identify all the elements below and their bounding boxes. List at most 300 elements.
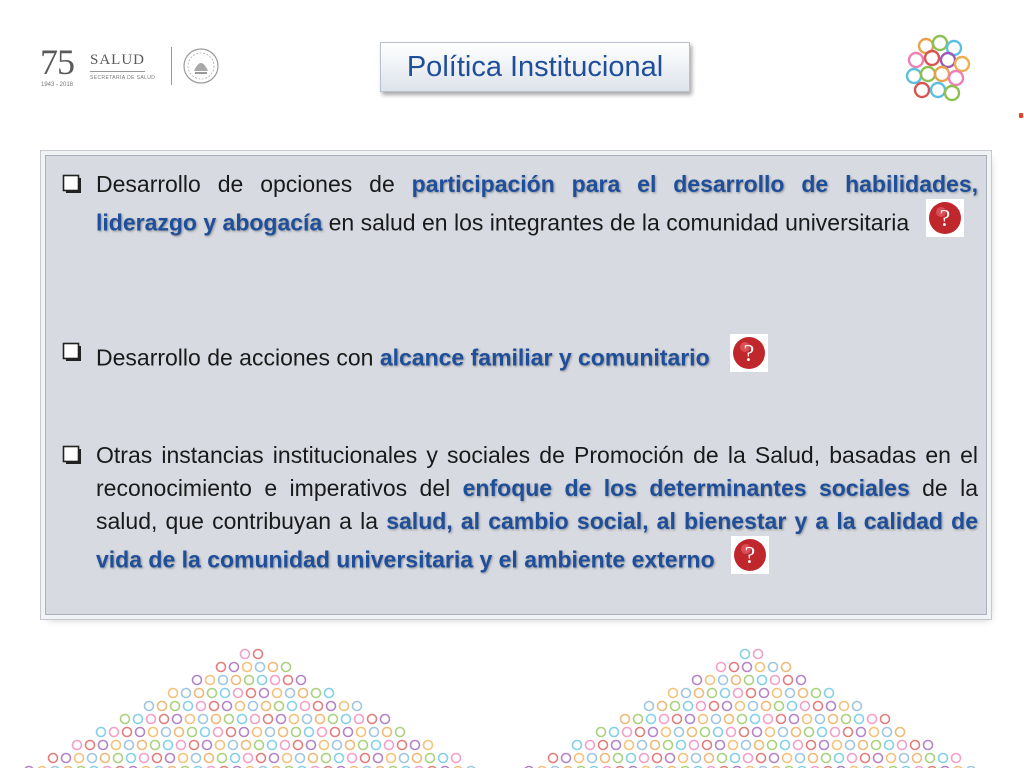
- decor-ring: [234, 689, 243, 698]
- decor-ring: [827, 702, 836, 711]
- decor-ring: [251, 715, 260, 724]
- decor-ring: [260, 689, 269, 698]
- decor-ring: [255, 741, 264, 750]
- decor-ring: [822, 754, 831, 763]
- decor-ring: [773, 689, 782, 698]
- decor-ring: [770, 754, 779, 763]
- decor-ring: [301, 702, 310, 711]
- decor-ring: [634, 715, 643, 724]
- decor-ring: [320, 741, 329, 750]
- decor-ring: [840, 702, 849, 711]
- decor-ring: [294, 741, 303, 750]
- decor-ring: [693, 676, 702, 685]
- decor-ring: [792, 728, 801, 737]
- decor-ring: [710, 702, 719, 711]
- decor-ring: [318, 728, 327, 737]
- decor-ring: [242, 741, 251, 750]
- decor-ring: [647, 715, 656, 724]
- decor-ring: [872, 741, 881, 750]
- question-icon[interactable]: [731, 536, 769, 583]
- decor-ring: [158, 702, 167, 711]
- decor-ring: [346, 741, 355, 750]
- decor-ring: [160, 715, 169, 724]
- decor-ring: [372, 741, 381, 750]
- decor-ring: [374, 754, 383, 763]
- item-text-part: de la salud, que contribuyan a la: [96, 475, 979, 534]
- decor-ring: [424, 741, 433, 750]
- decor-ring: [411, 741, 420, 750]
- content-box: [45, 155, 987, 615]
- decor-ring: [758, 676, 767, 685]
- decor-ring: [206, 676, 215, 685]
- decor-ring: [729, 741, 738, 750]
- decor-ring: [231, 754, 240, 763]
- decor-ring: [123, 728, 132, 737]
- decor-ring: [162, 728, 171, 737]
- decor-ring: [716, 741, 725, 750]
- decor-ring: [649, 728, 658, 737]
- decor-ring: [926, 754, 935, 763]
- decor-ring: [829, 715, 838, 724]
- decor-ring: [664, 741, 673, 750]
- decor-ring: [779, 728, 788, 737]
- decor-ring: [781, 741, 790, 750]
- decor-ring: [820, 741, 829, 750]
- item-highlight: alcance familiar y comunitario: [379, 344, 710, 371]
- decor-ring: [740, 728, 749, 737]
- decor-ring: [359, 741, 368, 750]
- decor-ring: [227, 728, 236, 737]
- logo-75: [40, 44, 74, 88]
- rings-logo-icon: [902, 34, 974, 106]
- decor-ring: [732, 676, 741, 685]
- decor-ring: [818, 728, 827, 737]
- decor-ring: [264, 715, 273, 724]
- list-item: [62, 336, 978, 383]
- decor-ring: [744, 754, 753, 763]
- decor-ring: [166, 754, 175, 763]
- decor-ring: [699, 715, 708, 724]
- svg-text:?: ?: [939, 206, 950, 232]
- decor-ring: [688, 728, 697, 737]
- item-text: [96, 336, 978, 383]
- decor-ring: [269, 663, 278, 672]
- decor-ring: [712, 715, 721, 724]
- decor-ring: [695, 689, 704, 698]
- decor-ring: [247, 689, 256, 698]
- decor-ring: [49, 754, 58, 763]
- decor-ring: [426, 754, 435, 763]
- decor-ring: [777, 715, 786, 724]
- decor-ring: [887, 754, 896, 763]
- decor-ring: [874, 754, 883, 763]
- decor-ring: [745, 676, 754, 685]
- decor-ring: [835, 754, 844, 763]
- decor-ring: [322, 754, 331, 763]
- decor-ring: [290, 715, 299, 724]
- decor-ring: [753, 728, 762, 737]
- decor-ring: [210, 702, 219, 711]
- decor-ring: [738, 715, 747, 724]
- decor-ring: [766, 728, 775, 737]
- decor-ring: [214, 728, 223, 737]
- decor-ring: [686, 715, 695, 724]
- decor-ring: [138, 741, 147, 750]
- decor-ring: [199, 715, 208, 724]
- logo-75-years: 1943 - 2018: [40, 82, 74, 88]
- decor-ring: [452, 754, 461, 763]
- item-text: [96, 168, 978, 248]
- decor-ring: [271, 676, 280, 685]
- decor-ring: [88, 754, 97, 763]
- question-icon[interactable]: [730, 334, 768, 381]
- decor-ring: [690, 741, 699, 750]
- decor-ring: [312, 689, 321, 698]
- decor-ring: [262, 702, 271, 711]
- decor-ring: [703, 741, 712, 750]
- decor-ring: [195, 689, 204, 698]
- decor-ring: [913, 754, 922, 763]
- decor-ring: [303, 715, 312, 724]
- decor-ring: [151, 741, 160, 750]
- decor-ring: [413, 754, 422, 763]
- decor-ring: [193, 676, 202, 685]
- decor-ring: [225, 715, 234, 724]
- decor-ring: [861, 754, 870, 763]
- decor-ring: [121, 715, 130, 724]
- list-item: [62, 168, 978, 248]
- decor-ring: [357, 728, 366, 737]
- decor-ring: [625, 741, 634, 750]
- decor-ring: [597, 728, 606, 737]
- decor-ring: [924, 741, 933, 750]
- decor-ring: [268, 741, 277, 750]
- decor-ring: [175, 728, 184, 737]
- checkbox-bullet-icon: [62, 168, 96, 248]
- decor-ring: [573, 741, 582, 750]
- decor-ring: [814, 702, 823, 711]
- decor-ring: [273, 689, 282, 698]
- item-text-part: en salud en los integrantes de la comunidad universitaria: [322, 209, 910, 236]
- decor-ring: [697, 702, 706, 711]
- decor-ring: [258, 676, 267, 685]
- decor-ring: [807, 741, 816, 750]
- decor-ring: [232, 676, 241, 685]
- decor-ring: [179, 754, 188, 763]
- decor-ring: [801, 702, 810, 711]
- decor-ring: [327, 702, 336, 711]
- decor-ring: [253, 728, 262, 737]
- decor-ring: [288, 702, 297, 711]
- decor-ring: [756, 663, 765, 672]
- logo-75-number: 75: [40, 42, 74, 82]
- decor-ring: [256, 663, 265, 672]
- decor-ring: [125, 741, 134, 750]
- decor-ring: [939, 754, 948, 763]
- decor-ring: [706, 676, 715, 685]
- decor-ring: [114, 754, 123, 763]
- logo-salud-subtitle: SECRETARÍA DE SALUD: [90, 74, 156, 81]
- decor-ring: [254, 650, 263, 659]
- decor-ring: [307, 741, 316, 750]
- decor-ring: [245, 676, 254, 685]
- decor-ring: [99, 741, 108, 750]
- decor-ring: [184, 702, 193, 711]
- decor-ring: [727, 728, 736, 737]
- decor-ring: [692, 754, 701, 763]
- decor-ring: [279, 728, 288, 737]
- decor-ring: [190, 741, 199, 750]
- decor-ring: [314, 702, 323, 711]
- logo-divider: [171, 47, 172, 85]
- decor-ring: [127, 754, 136, 763]
- decor-ring: [153, 754, 162, 763]
- decor-ring: [651, 741, 660, 750]
- item-highlight: participación para el desarrollo de habilidades, liderazgo y abogacía: [96, 171, 979, 236]
- decor-ring: [784, 676, 793, 685]
- decor-ring: [173, 715, 182, 724]
- decor-ring: [396, 728, 405, 737]
- slide-title-box: [380, 42, 690, 92]
- decor-ring: [900, 754, 909, 763]
- decor-ring: [136, 728, 145, 737]
- decor-ring: [208, 689, 217, 698]
- decor-ring: [809, 754, 818, 763]
- decor-ring: [786, 689, 795, 698]
- decor-ring: [223, 702, 232, 711]
- decor-ring: [714, 728, 723, 737]
- decor-ring: [299, 689, 308, 698]
- decor-ring: [383, 728, 392, 737]
- decor-ring: [762, 702, 771, 711]
- item-text: [96, 439, 978, 585]
- decor-ring: [177, 741, 186, 750]
- decor-ring: [825, 689, 834, 698]
- decor-ring: [671, 702, 680, 711]
- decor-ring: [636, 728, 645, 737]
- decor-ring: [316, 715, 325, 724]
- decor-ring: [101, 754, 110, 763]
- edge-mark: [1019, 113, 1023, 118]
- decor-ring: [760, 689, 769, 698]
- decor-ring: [844, 728, 853, 737]
- decor-ring: [736, 702, 745, 711]
- decor-ring: [754, 650, 763, 659]
- decor-ring: [86, 741, 95, 750]
- decor-ring: [640, 754, 649, 763]
- decor-ring: [188, 728, 197, 737]
- decor-ring: [717, 663, 726, 672]
- decor-ring: [911, 741, 920, 750]
- decor-ring: [788, 702, 797, 711]
- decor-ring: [75, 754, 84, 763]
- decor-ring: [182, 689, 191, 698]
- decor-ring: [599, 741, 608, 750]
- decor-ring: [771, 676, 780, 685]
- decor-ring: [782, 663, 791, 672]
- decor-ring: [216, 741, 225, 750]
- decor-ring: [679, 754, 688, 763]
- decor-ring: [381, 715, 390, 724]
- decor-ring: [952, 754, 961, 763]
- decor-ring: [243, 663, 252, 672]
- decor-ring: [203, 741, 212, 750]
- decor-ring: [747, 689, 756, 698]
- decor-ring: [764, 715, 773, 724]
- decor-ring: [171, 702, 180, 711]
- decor-ring: [201, 728, 210, 737]
- decor-ring: [719, 676, 728, 685]
- decor-ring: [370, 728, 379, 737]
- logo-salud-word: SALUD: [90, 52, 145, 72]
- decor-ring: [857, 728, 866, 737]
- decor-ring: [344, 728, 353, 737]
- decor-ring: [270, 754, 279, 763]
- decor-ring: [816, 715, 825, 724]
- decor-ring: [725, 715, 734, 724]
- decor-ring: [708, 689, 717, 698]
- decor-ring: [662, 728, 671, 737]
- mexico-seal-icon: [182, 47, 220, 85]
- decor-ring: [885, 741, 894, 750]
- decor-ring: [755, 741, 764, 750]
- item-text-part: Otras instancias institucionales y sociales de Promoción de la Salud, basadas en el reconocimiento e imperativos del: [96, 442, 978, 501]
- decor-ring: [110, 728, 119, 737]
- item-highlight: salud, al cambio social, al bienestar y a la calidad de vida de la comunidad universitaria y el ambiente externo: [96, 508, 978, 573]
- decor-ring: [229, 741, 238, 750]
- decor-ring: [803, 715, 812, 724]
- decor-ring: [660, 715, 669, 724]
- decor-ring: [796, 754, 805, 763]
- decor-ring: [145, 702, 154, 711]
- decor-ring: [134, 715, 143, 724]
- decor-ring: [769, 663, 778, 672]
- decor-ring: [221, 689, 230, 698]
- decor-ring: [368, 715, 377, 724]
- decor-ring: [398, 741, 407, 750]
- decor-ring: [623, 728, 632, 737]
- item-text-part: Desarrollo de acciones con: [96, 344, 380, 371]
- decor-ring: [701, 728, 710, 737]
- decor-ring: [353, 702, 362, 711]
- decor-ring: [881, 715, 890, 724]
- decor-ring: [244, 754, 253, 763]
- decor-ring: [805, 728, 814, 737]
- decor-ring: [848, 754, 857, 763]
- salud-75-logo: [40, 44, 220, 88]
- decor-ring: [833, 741, 842, 750]
- decor-ring: [73, 741, 82, 750]
- decor-ring: [333, 741, 342, 750]
- decor-ring: [342, 715, 351, 724]
- svg-text:?: ?: [744, 543, 756, 569]
- decor-ring: [297, 676, 306, 685]
- decor-ring: [682, 689, 691, 698]
- decor-ring: [257, 754, 266, 763]
- decor-ring: [140, 754, 149, 763]
- decor-ring: [673, 715, 682, 724]
- decor-ring: [794, 741, 803, 750]
- decor-ring: [749, 702, 758, 711]
- decor-ring: [870, 728, 879, 737]
- decor-ring: [241, 650, 250, 659]
- decor-ring: [658, 702, 667, 711]
- question-icon[interactable]: [926, 199, 964, 246]
- decor-ring: [677, 741, 686, 750]
- decor-ring: [627, 754, 636, 763]
- item-highlight: enfoque de los determinantes sociales: [462, 475, 910, 501]
- decor-ring: [355, 715, 364, 724]
- decor-ring: [621, 715, 630, 724]
- decor-ring: [730, 663, 739, 672]
- decor-ring: [705, 754, 714, 763]
- decor-ring: [842, 715, 851, 724]
- decor-ring: [751, 715, 760, 724]
- decor-ring: [896, 728, 905, 737]
- decor-ring: [325, 689, 334, 698]
- decor-ring: [653, 754, 662, 763]
- item-text-part: Desarrollo de opciones de: [96, 171, 412, 197]
- decor-ring: [588, 754, 597, 763]
- decor-ring: [853, 702, 862, 711]
- decor-ring: [562, 754, 571, 763]
- decor-ring: [783, 754, 792, 763]
- decor-ring: [868, 715, 877, 724]
- decor-ring: [217, 663, 226, 672]
- decor-ring: [282, 663, 291, 672]
- decor-ring: [741, 650, 750, 659]
- decor-ring: [186, 715, 195, 724]
- decor-ring: [238, 715, 247, 724]
- decor-ring: [610, 728, 619, 737]
- decor-ring: [731, 754, 740, 763]
- decor-ring: [283, 754, 292, 763]
- decor-ring: [775, 702, 784, 711]
- decor-ring: [768, 741, 777, 750]
- decor-ring: [385, 741, 394, 750]
- decor-ring: [275, 702, 284, 711]
- decor-ring: [387, 754, 396, 763]
- decor-ring: [612, 741, 621, 750]
- decor-ring: [575, 754, 584, 763]
- decor-ring: [309, 754, 318, 763]
- decor-ring: [361, 754, 370, 763]
- decor-ring: [335, 754, 344, 763]
- decor-ring: [601, 754, 610, 763]
- decor-ring: [281, 741, 290, 750]
- decor-ring: [192, 754, 201, 763]
- decor-ring: [286, 689, 295, 698]
- decorative-rings-pattern: [0, 640, 1024, 768]
- decor-ring: [723, 702, 732, 711]
- decor-ring: [790, 715, 799, 724]
- decor-ring: [205, 754, 214, 763]
- decor-ring: [197, 702, 206, 711]
- decor-ring: [62, 754, 71, 763]
- decor-ring: [669, 689, 678, 698]
- checkbox-bullet-icon: [62, 336, 96, 383]
- decor-ring: [734, 689, 743, 698]
- decor-ring: [812, 689, 821, 698]
- decor-ring: [249, 702, 258, 711]
- decor-ring: [799, 689, 808, 698]
- decor-ring: [292, 728, 301, 737]
- decor-ring: [329, 715, 338, 724]
- list-item: [62, 439, 978, 585]
- decor-ring: [112, 741, 121, 750]
- decor-ring: [348, 754, 357, 763]
- decor-ring: [340, 702, 349, 711]
